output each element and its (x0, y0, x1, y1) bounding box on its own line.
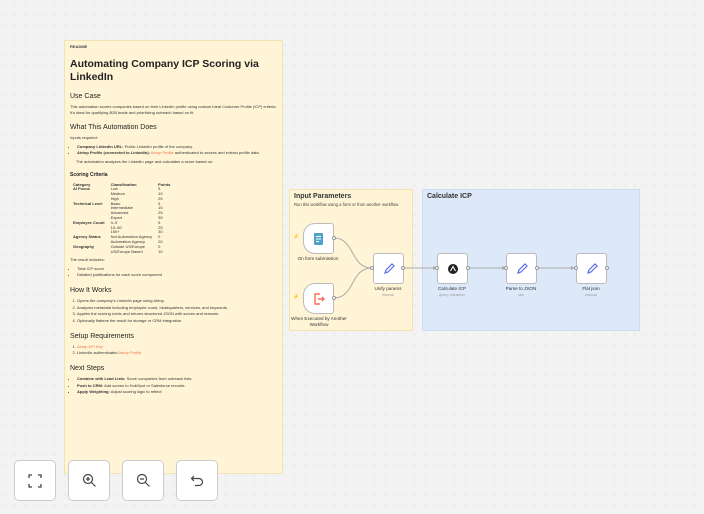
airtop-api-key-link[interactable]: Airtop API Key (77, 343, 103, 349)
output-port[interactable] (466, 266, 470, 270)
result-label: The result includes: (70, 257, 105, 263)
node-sublabel: manual (382, 293, 394, 297)
table-cell: Advanced (110, 210, 129, 216)
node-flat-json[interactable] (576, 253, 607, 284)
list-item: • Airtop Profile (connected to LinkedIn): Airtop Profile authenticated to access and extract profile data. (77, 150, 277, 156)
table-cell: Geography (73, 243, 95, 249)
node-label: When Executed by Another Workflow (291, 316, 347, 327)
pencil-icon (585, 262, 599, 276)
fit-view-button[interactable] (14, 460, 56, 501)
undo-icon (190, 473, 205, 488)
table-cell: Medium (110, 191, 125, 197)
table-cell: High (110, 195, 119, 201)
fit-view-icon (28, 474, 42, 488)
table-cell: 30 (158, 229, 163, 235)
node-label: Parse to JSON (505, 286, 537, 291)
table-cell: 5 (158, 186, 161, 192)
form-icon (312, 232, 326, 246)
node-sublabel: manual (585, 293, 597, 297)
input-parameters-desc: Run this workflow using a form or from another workflow (294, 202, 399, 207)
node-parse-to-json[interactable] (506, 253, 537, 284)
list-item: • Combine with Lead Lists: Score companies from outreach lists. (77, 376, 277, 382)
list-item: 4. Optionally flattens the result for storage or CRM integration. (77, 318, 277, 324)
input-parameters-title: Input Parameters (294, 193, 352, 200)
table-cell: 10–50 (110, 224, 122, 230)
table-cell: 5 (158, 219, 161, 225)
table-cell: 25 (158, 224, 163, 230)
node-sublabel: query: extraction (439, 293, 465, 297)
output-port[interactable] (401, 266, 405, 270)
table-cell: Not Automation Agency (110, 234, 153, 240)
node-unify-params[interactable] (373, 253, 404, 284)
table-cell: Employee Count (73, 219, 105, 225)
pencil-icon (515, 262, 529, 276)
criteria-header: Category (73, 181, 91, 187)
table-cell: Intermediate (110, 205, 133, 211)
table-cell: 10 (158, 248, 163, 254)
calculate-icp-title: Calculate ICP (427, 193, 472, 200)
node-on-form-submission[interactable] (303, 223, 334, 254)
undo-button[interactable] (176, 460, 218, 501)
input-port[interactable] (370, 266, 374, 270)
next-heading: Next Steps (70, 365, 105, 373)
airtop-icon (447, 263, 459, 275)
output-port[interactable] (332, 296, 336, 300)
list-item: 2. Analyzes metadata including employee count, headquarters, services, and keywords. (77, 305, 277, 311)
table-cell: 20 (158, 239, 163, 245)
criteria-heading: Scoring Criteria (70, 171, 108, 178)
analyzes-text: The automation analyzes the LinkedIn page and calculates a score based on: (76, 159, 214, 164)
setup-heading: Setup Requirements (70, 332, 134, 340)
table-cell: 25 (158, 195, 163, 201)
table-cell: 10 (158, 191, 163, 197)
table-cell: 0 (158, 243, 161, 249)
node-calculate-icp[interactable] (437, 253, 468, 284)
node-sublabel: raw (518, 293, 524, 297)
table-cell: 15 (158, 205, 163, 211)
zoom-in-button[interactable] (68, 460, 110, 501)
list-item: 2. LinkedIn-authenticated Airtop Profile (77, 350, 277, 356)
node-label: Calculate ICP (437, 286, 467, 291)
exec-icon (312, 292, 326, 306)
use-case-text: This automation scores companies based on their LinkedIn profile using custom Ideal Customer Profile (ICP) criteria. It's ideal for qualifying B2B leads and prioritizing outreach based on fit. (70, 104, 277, 115)
list-item: • Total ICP score (77, 266, 277, 272)
table-cell: AI Focus (73, 186, 90, 192)
output-port[interactable] (535, 266, 539, 270)
connection-form-unify (334, 238, 372, 268)
inputs-label: Inputs required: (70, 135, 98, 140)
list-item: • Push to CRM: Add scores to HubSpot or Salesforce records. (77, 383, 277, 389)
zoom-in-icon (82, 473, 97, 488)
use-case-heading: Use Case (70, 93, 101, 100)
input-port[interactable] (574, 266, 578, 270)
node-label: On form submission (297, 256, 339, 261)
output-port[interactable] (605, 266, 609, 270)
criteria-header: Classification (110, 181, 137, 187)
trigger-bolt-icon: ⚡ (293, 294, 300, 300)
zoom-out-icon (136, 473, 151, 488)
table-cell: Low (110, 186, 118, 192)
table-cell: Automation Agency (110, 239, 146, 245)
list-item: 3. Applies the scoring rubric and returns structured JSON with scores and reasons. (77, 311, 277, 317)
table-cell: 25 (158, 210, 163, 216)
table-cell: 5 (158, 200, 161, 206)
readme-title: Automating Company ICP Scoring via LinkedIn (70, 58, 259, 83)
table-cell: Basic (110, 200, 121, 206)
table-cell: 0 (158, 234, 161, 240)
table-cell: Expert (110, 215, 123, 221)
list-item: 1. Opens the company's LinkedIn page using Airtop. (77, 298, 277, 304)
table-cell: Outside US/Europe (110, 243, 146, 249)
pencil-icon (382, 262, 396, 276)
input-port[interactable] (504, 266, 508, 270)
table-cell: US/Europe Based (110, 248, 143, 254)
zoom-out-button[interactable] (122, 460, 164, 501)
airtop-profile-link[interactable]: Airtop Profile (118, 350, 142, 356)
how-heading: How It Works (70, 287, 112, 295)
node-label: Flat json (582, 286, 600, 291)
table-cell: 0–9 (110, 219, 118, 225)
readme-tag: README (70, 44, 88, 49)
table-cell: Technical Level (73, 200, 103, 206)
list-item: • Apply Weighting: Adjust scoring logic to reflect (77, 389, 277, 395)
what-heading: What This Automation Does (70, 124, 157, 131)
table-cell: 150+ (110, 229, 120, 235)
list-item: • Detailed justifications for each score component (77, 272, 277, 278)
table-cell: Agency Status (73, 234, 101, 240)
node-when-executed[interactable] (303, 283, 334, 314)
list-item: • Company LinkedIn URL: Public LinkedIn profile of the company. (77, 144, 277, 150)
input-port[interactable] (435, 266, 439, 270)
node-label: Unify params (374, 286, 402, 291)
trigger-bolt-icon: ⚡ (293, 234, 300, 240)
table-cell: 35 (158, 215, 163, 221)
criteria-header: Points (158, 181, 171, 187)
airtop-profile-link[interactable]: Airtop Profile (150, 150, 174, 155)
output-port[interactable] (332, 236, 336, 240)
